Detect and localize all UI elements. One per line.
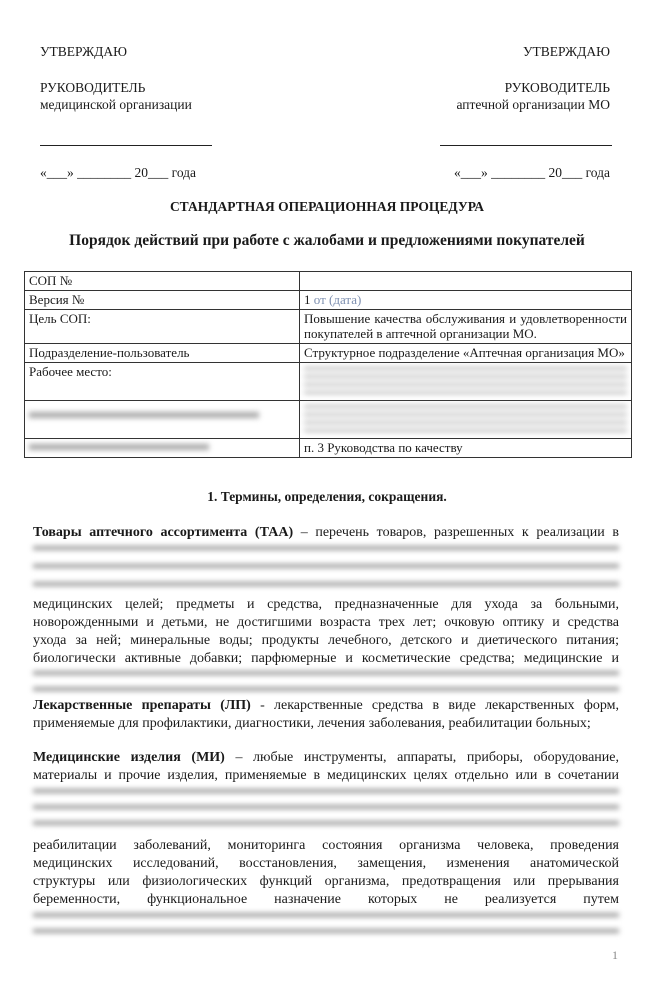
goal-label: Цель СОП: [25,310,300,344]
approval-right-approve: УТВЕРЖДАЮ [522,44,610,59]
table-row [25,310,632,344]
lp-definition [33,697,619,733]
lp-def: - лекарственные средства в виде лекарственных форм, применяемые для профилактики, диагностики, лечения заболевания, реабилитации больных; [33,698,620,731]
redacted-label [25,401,300,439]
table-row [25,401,632,439]
division-value: Структурное подразделение «Аптечная организация МО» [300,344,632,363]
table-row [25,291,632,310]
mi-def-start: – любые инструменты, аппараты, приборы, оборудование, [224,750,620,765]
redacted-text [33,913,619,937]
goal-value: Повышение качества обслуживания и удовлетворенности покупателей в аптечной организации МО. [300,310,632,344]
taa-def-start: – перечень товаров, разрешенных к реализации в [293,525,619,540]
taa-line-5: биологически активные добавки; парфюмерные и косметические средства; медицинские и [33,651,619,666]
mi-line-4: медицинских исследований, восстановления, замещения, изменения анатомической [33,856,619,871]
mi-term: Медицинские изделия (МИ) [33,750,225,765]
table-row [25,272,632,291]
approval-left-date: «___» ________ 20___ года [40,165,197,180]
mi-definition-line-1 [33,750,619,768]
workplace-value-redacted [300,363,632,401]
redacted-text [33,671,619,695]
approval-left-org: медицинской организации [40,97,192,112]
division-label: Подразделение-пользователь [25,344,300,363]
version-label: Версия № [25,291,300,310]
mi-line-3: реабилитации заболеваний, мониторинга состояния организма человека, проведения [33,838,619,853]
table-row [25,344,632,363]
table-row [25,363,632,401]
mi-line-5: структуры или физиологических функций организма, предотвращения или прерывания [33,874,619,889]
taa-term: Товары аптечного ассортимента (ТАА) [33,525,294,540]
taa-line-3: новорожденными и детьми, не достигшими возраста трех лет; очковую оптику и средства [33,615,619,630]
redacted-text [33,546,619,594]
table-row [25,439,632,458]
version-value [300,291,632,310]
doc-type: СТАНДАРТНАЯ ОПЕРАЦИОННАЯ ПРОЦЕДУРА [169,199,485,214]
mi-line-6: беременности, функциональное назначение которых не реализуется путем [33,892,619,907]
version-number: 1 [304,292,311,307]
approval-right-signature-line [440,145,612,146]
approval-left-role: РУКОВОДИТЕЛЬ [40,80,146,95]
version-date: от (дата) [313,292,362,307]
approval-right-role: РУКОВОДИТЕЛЬ [504,80,610,95]
doc-title: Порядок действий при работе с жалобами и предложениями покупателей [69,232,585,249]
sop-number-value [300,272,632,291]
taa-line-4: ухода за ней; минеральные воды; продукты лечебного, детского и диетического питания; [33,633,619,648]
taa-line-2: медицинских целей; предметы и средства, предназначенные для ухода за больными, [33,597,619,612]
page-number: 1 [612,948,618,962]
approval-left-approve: УТВЕРЖДАЮ [40,44,128,59]
approval-right-date: «___» ________ 20___ года [453,165,610,180]
sop-number-label: СОП № [25,272,300,291]
approval-left-signature-line [40,145,212,146]
redacted-value [300,401,632,439]
taa-definition-line-1 [33,525,619,543]
reference-value: п. 3 Руководства по качеству [300,439,632,458]
lp-term: Лекарственные препараты (ЛП) [33,698,251,713]
redacted-label-2 [25,439,300,458]
mi-line-2: материалы и прочие изделия, применяемые в медицинских целях отдельно или в сочетании [33,768,619,783]
section-1-heading: 1. Термины, определения, сокращения. [207,489,447,504]
redacted-text [33,789,619,835]
sop-info-table [24,271,632,458]
approval-right-org: аптечной организации МО [456,97,610,112]
workplace-label: Рабочее место: [25,363,300,401]
